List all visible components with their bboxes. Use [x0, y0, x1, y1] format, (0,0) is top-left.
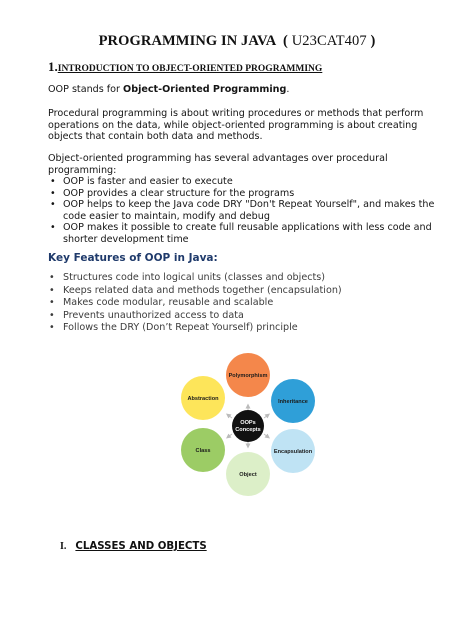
section-number: 1. [48, 59, 58, 74]
node-abstraction [181, 376, 225, 420]
list-item-text: Makes code modular, reusable and scalable [63, 297, 274, 309]
oop-bold-term: Object-Oriented Programming [123, 84, 287, 95]
node-object-label: Object [239, 472, 257, 478]
bullet-icon: • [49, 322, 55, 334]
node-encapsulation [271, 429, 315, 473]
bullet-icon: • [49, 297, 55, 309]
key-features-list [48, 272, 342, 335]
arrow-abstraction [228, 415, 232, 418]
section-heading-intro [48, 58, 322, 76]
list-item-text: OOP helps to keep the Java code DRY "Don't Repeat Yourself", and makes the code easier to maintain, modify and debug [63, 199, 435, 222]
center-label-line1: OOPs [240, 420, 256, 426]
node-polymorphism-label: Polymorphism [228, 373, 268, 379]
bullet-icon: • [50, 187, 56, 199]
node-center [232, 410, 264, 442]
center-label-line2: Concepts [235, 427, 261, 433]
oop-definition [48, 84, 448, 96]
course-code: U23CAT407 [291, 33, 367, 49]
list-item-text: OOP provides a clear structure for the programs [63, 187, 295, 199]
list-item [48, 199, 448, 222]
arrow-encapsulation [264, 434, 268, 437]
procedural-paragraph: Procedural programming is about writing procedures or methods that perform operations on the data, while object-oriented programming is about creating objects that contain both data and methods. [48, 108, 424, 142]
bullet-icon: • [49, 272, 55, 283]
node-object [226, 452, 270, 496]
node-abstraction-label: Abstraction [187, 396, 219, 402]
section-title: INTRODUCTION TO OBJECT-ORIENTED PROGRAMMING [57, 64, 323, 74]
bullet-icon: • [50, 176, 56, 187]
list-item [48, 297, 342, 310]
title-text: PROGRAMMING IN JAVA [98, 33, 276, 49]
list-item [48, 176, 448, 188]
oop-prefix: OOP stands for [48, 84, 124, 95]
title-paren-open: ( [283, 33, 288, 49]
list-item [48, 222, 448, 245]
node-encapsulation-label: Encapsulation [273, 449, 313, 455]
node-class [181, 428, 225, 472]
section-heading-classes [60, 541, 207, 552]
center-circle [232, 410, 264, 442]
title-paren-close: ) [370, 33, 376, 49]
bullet-icon: • [50, 222, 56, 233]
list-item [48, 188, 448, 200]
advantages-lead: Object-oriented programming has several advantages over procedural programming: [48, 153, 388, 176]
page-title [0, 33, 474, 50]
list-item-text: OOP is faster and easier to execute [63, 176, 233, 187]
list-item [48, 285, 342, 298]
node-class-label: Class [195, 448, 211, 454]
key-features-heading: Key Features of OOP in Java: [48, 252, 218, 264]
oop-suffix: . [286, 84, 290, 95]
list-item [48, 310, 342, 323]
oop-concepts-diagram [176, 350, 320, 498]
node-inheritance-label: Inheritance [278, 399, 308, 405]
list-item-text: Structures code into logical units (classes and objects) [63, 272, 325, 283]
list-item [48, 272, 342, 285]
section-number: I. [60, 541, 67, 552]
bullet-icon: • [49, 284, 55, 296]
bullet-icon: • [50, 199, 56, 210]
list-item-text: Follows the DRY (Don’t Repeat Yourself) principle [63, 322, 298, 334]
list-item [48, 322, 342, 335]
arrow-class [228, 434, 232, 437]
list-item-text: OOP makes it possible to create full reusable applications with less code and shorter development time [63, 222, 432, 245]
arrow-inheritance [264, 415, 268, 418]
bullet-icon: • [49, 309, 55, 321]
list-item-text: Prevents unauthorized access to data [63, 309, 244, 321]
list-item-text: Keeps related data and methods together (encapsulation) [63, 284, 342, 296]
advantages-list [48, 176, 448, 245]
section-title: CLASSES AND OBJECTS [75, 541, 207, 552]
node-polymorphism [226, 353, 270, 397]
node-inheritance [271, 379, 315, 423]
